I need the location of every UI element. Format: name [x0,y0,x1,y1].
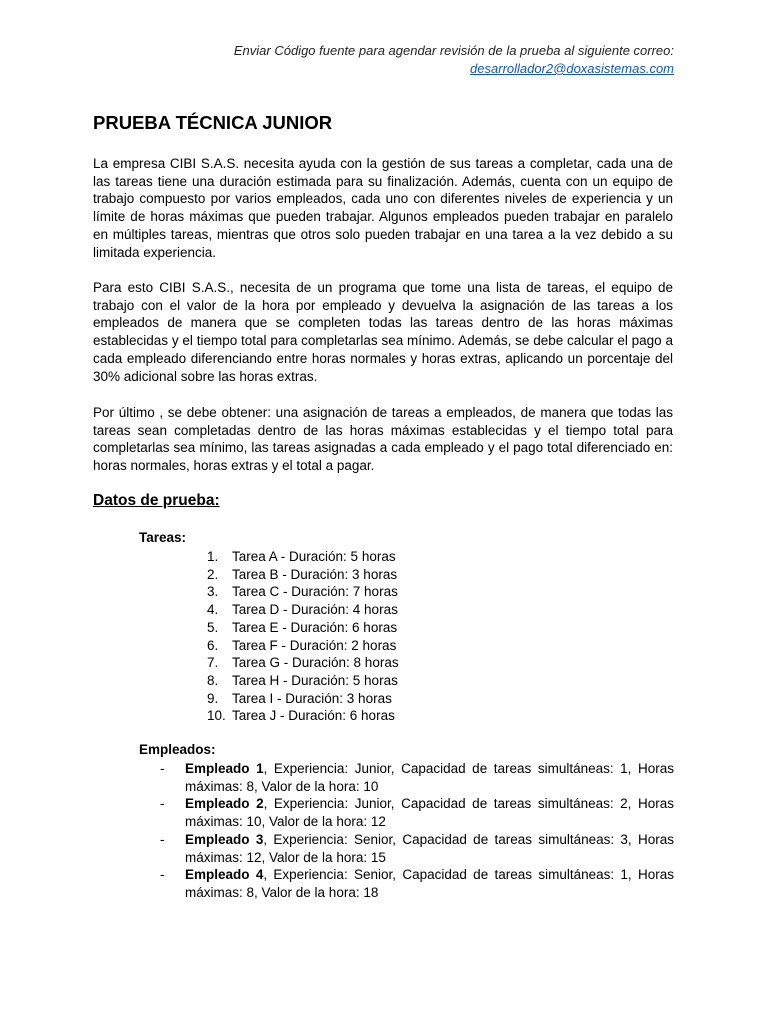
task-list [207,548,399,725]
task-text: Tarea E - Duración: 6 horas [232,619,398,635]
bullet-dash: - [160,867,165,883]
list-item [160,795,674,830]
employee-name: Empleado 4 [185,867,264,883]
contact-email-link[interactable]: desarrollador2@doxasistemas.com [470,61,674,76]
task-text: Tarea H - Duración: 5 horas [232,672,398,688]
page-title: PRUEBA TÉCNICA JUNIOR [93,112,333,133]
list-item [207,601,399,619]
list-number: 3. [207,584,219,600]
task-text: Tarea I - Duración: 3 horas [232,690,392,706]
employee-details: , Experiencia: Senior, Capacidad de tareas simultáneas: 3, Horas máximas: 12, Valor de la hora: 15 [185,831,675,865]
list-item [207,654,399,672]
employee-text [185,795,674,830]
test-data-heading: Datos de prueba: [93,492,220,509]
task-text: Tarea B - Duración: 3 horas [232,566,398,582]
list-item [207,583,399,601]
header-note-text: Enviar Código fuente para agendar revisión de la prueba al siguiente correo: [233,43,674,58]
list-item [207,690,399,708]
list-item [160,760,674,795]
list-item [207,619,399,637]
list-number: 2. [207,566,219,582]
employee-text [185,831,674,866]
list-number: 10. [207,708,226,724]
task-text: Tarea D - Duración: 4 horas [232,602,398,618]
employee-name: Empleado 1 [185,761,264,776]
tasks-heading: Tareas: [139,530,187,545]
list-item [207,672,399,690]
list-number: 4. [207,602,219,618]
list-number: 9. [207,690,219,706]
bullet-dash: - [160,831,165,847]
employee-name: Empleado 2 [185,796,264,812]
list-item [160,831,674,866]
task-text: Tarea C - Duración: 7 horas [232,584,398,600]
list-item [207,566,399,584]
header-note [94,42,674,78]
employee-details: , Experiencia: Junior, Capacidad de tareas simultáneas: 1, Horas máximas: 8, Valor de la hora: 10 [185,761,674,794]
task-text: Tarea A - Duración: 5 horas [232,549,396,564]
employee-details: , Experiencia: Senior, Capacidad de tareas simultáneas: 1, Horas máximas: 8, Valor de la hora: 18 [185,867,675,900]
output-paragraph: Por último , se debe obtener: una asignación de tareas a empleados, de manera que todas las tareas sean completadas dentro de las horas máximas establecidas y el tiempo total para completarlas sea mínimo, las tareas asignadas a cada empleado y el pago total diferenciado en: horas normales, horas extras y el total a pagar. [93,405,673,474]
list-item [207,637,399,655]
list-number: 8. [207,672,219,688]
list-number: 1. [207,549,219,564]
employee-text [185,760,674,795]
list-item [160,866,674,901]
bullet-dash: - [160,761,165,776]
employee-text [185,866,674,901]
employees-heading: Empleados: [139,742,216,757]
list-number: 7. [207,655,219,671]
list-number: 6. [207,637,219,653]
list-number: 5. [207,619,219,635]
employee-name: Empleado 3 [185,831,264,847]
task-text: Tarea J - Duración: 6 horas [232,708,395,724]
employee-details: , Experiencia: Junior, Capacidad de tareas simultáneas: 2, Horas máximas: 10, Valor de la hora: 12 [185,796,674,830]
task-text: Tarea F - Duración: 2 horas [232,637,397,653]
employee-list [160,760,674,902]
task-text: Tarea G - Duración: 8 horas [232,655,399,671]
requirements-paragraph: Para esto CIBI S.A.S., necesita de un programa que tome una lista de tareas, el equipo de trabajo con el valor de la hora por empleado y devuelva la asignación de las tareas a los empleados de manera que se completen todas las tareas dentro de las horas máximas establecidas y el tiempo total para completarlas sea mínimo. Además, se debe calcular el pago a cada empleado diferenciando entre horas normales y horas extras, aplicando un porcentaje del 30% adicional sobre las horas extras. [93,280,673,384]
list-item [207,707,399,725]
bullet-dash: - [160,796,165,812]
list-item [207,548,399,566]
intro-paragraph: La empresa CIBI S.A.S. necesita ayuda con la gestión de sus tareas a completar, cada una de las tareas tiene una duración estimada para su finalización. Además, cuenta con un equipo de trabajo compuesto por varios empleados, cada uno con diferentes niveles de experiencia y un límite de horas máximas que pueden trabajar. Algunos empleados pueden trabajar en paralelo en múltiples tareas, mientras que otros solo pueden trabajar en una tarea a la vez debido a su limitada experiencia. [93,156,673,260]
